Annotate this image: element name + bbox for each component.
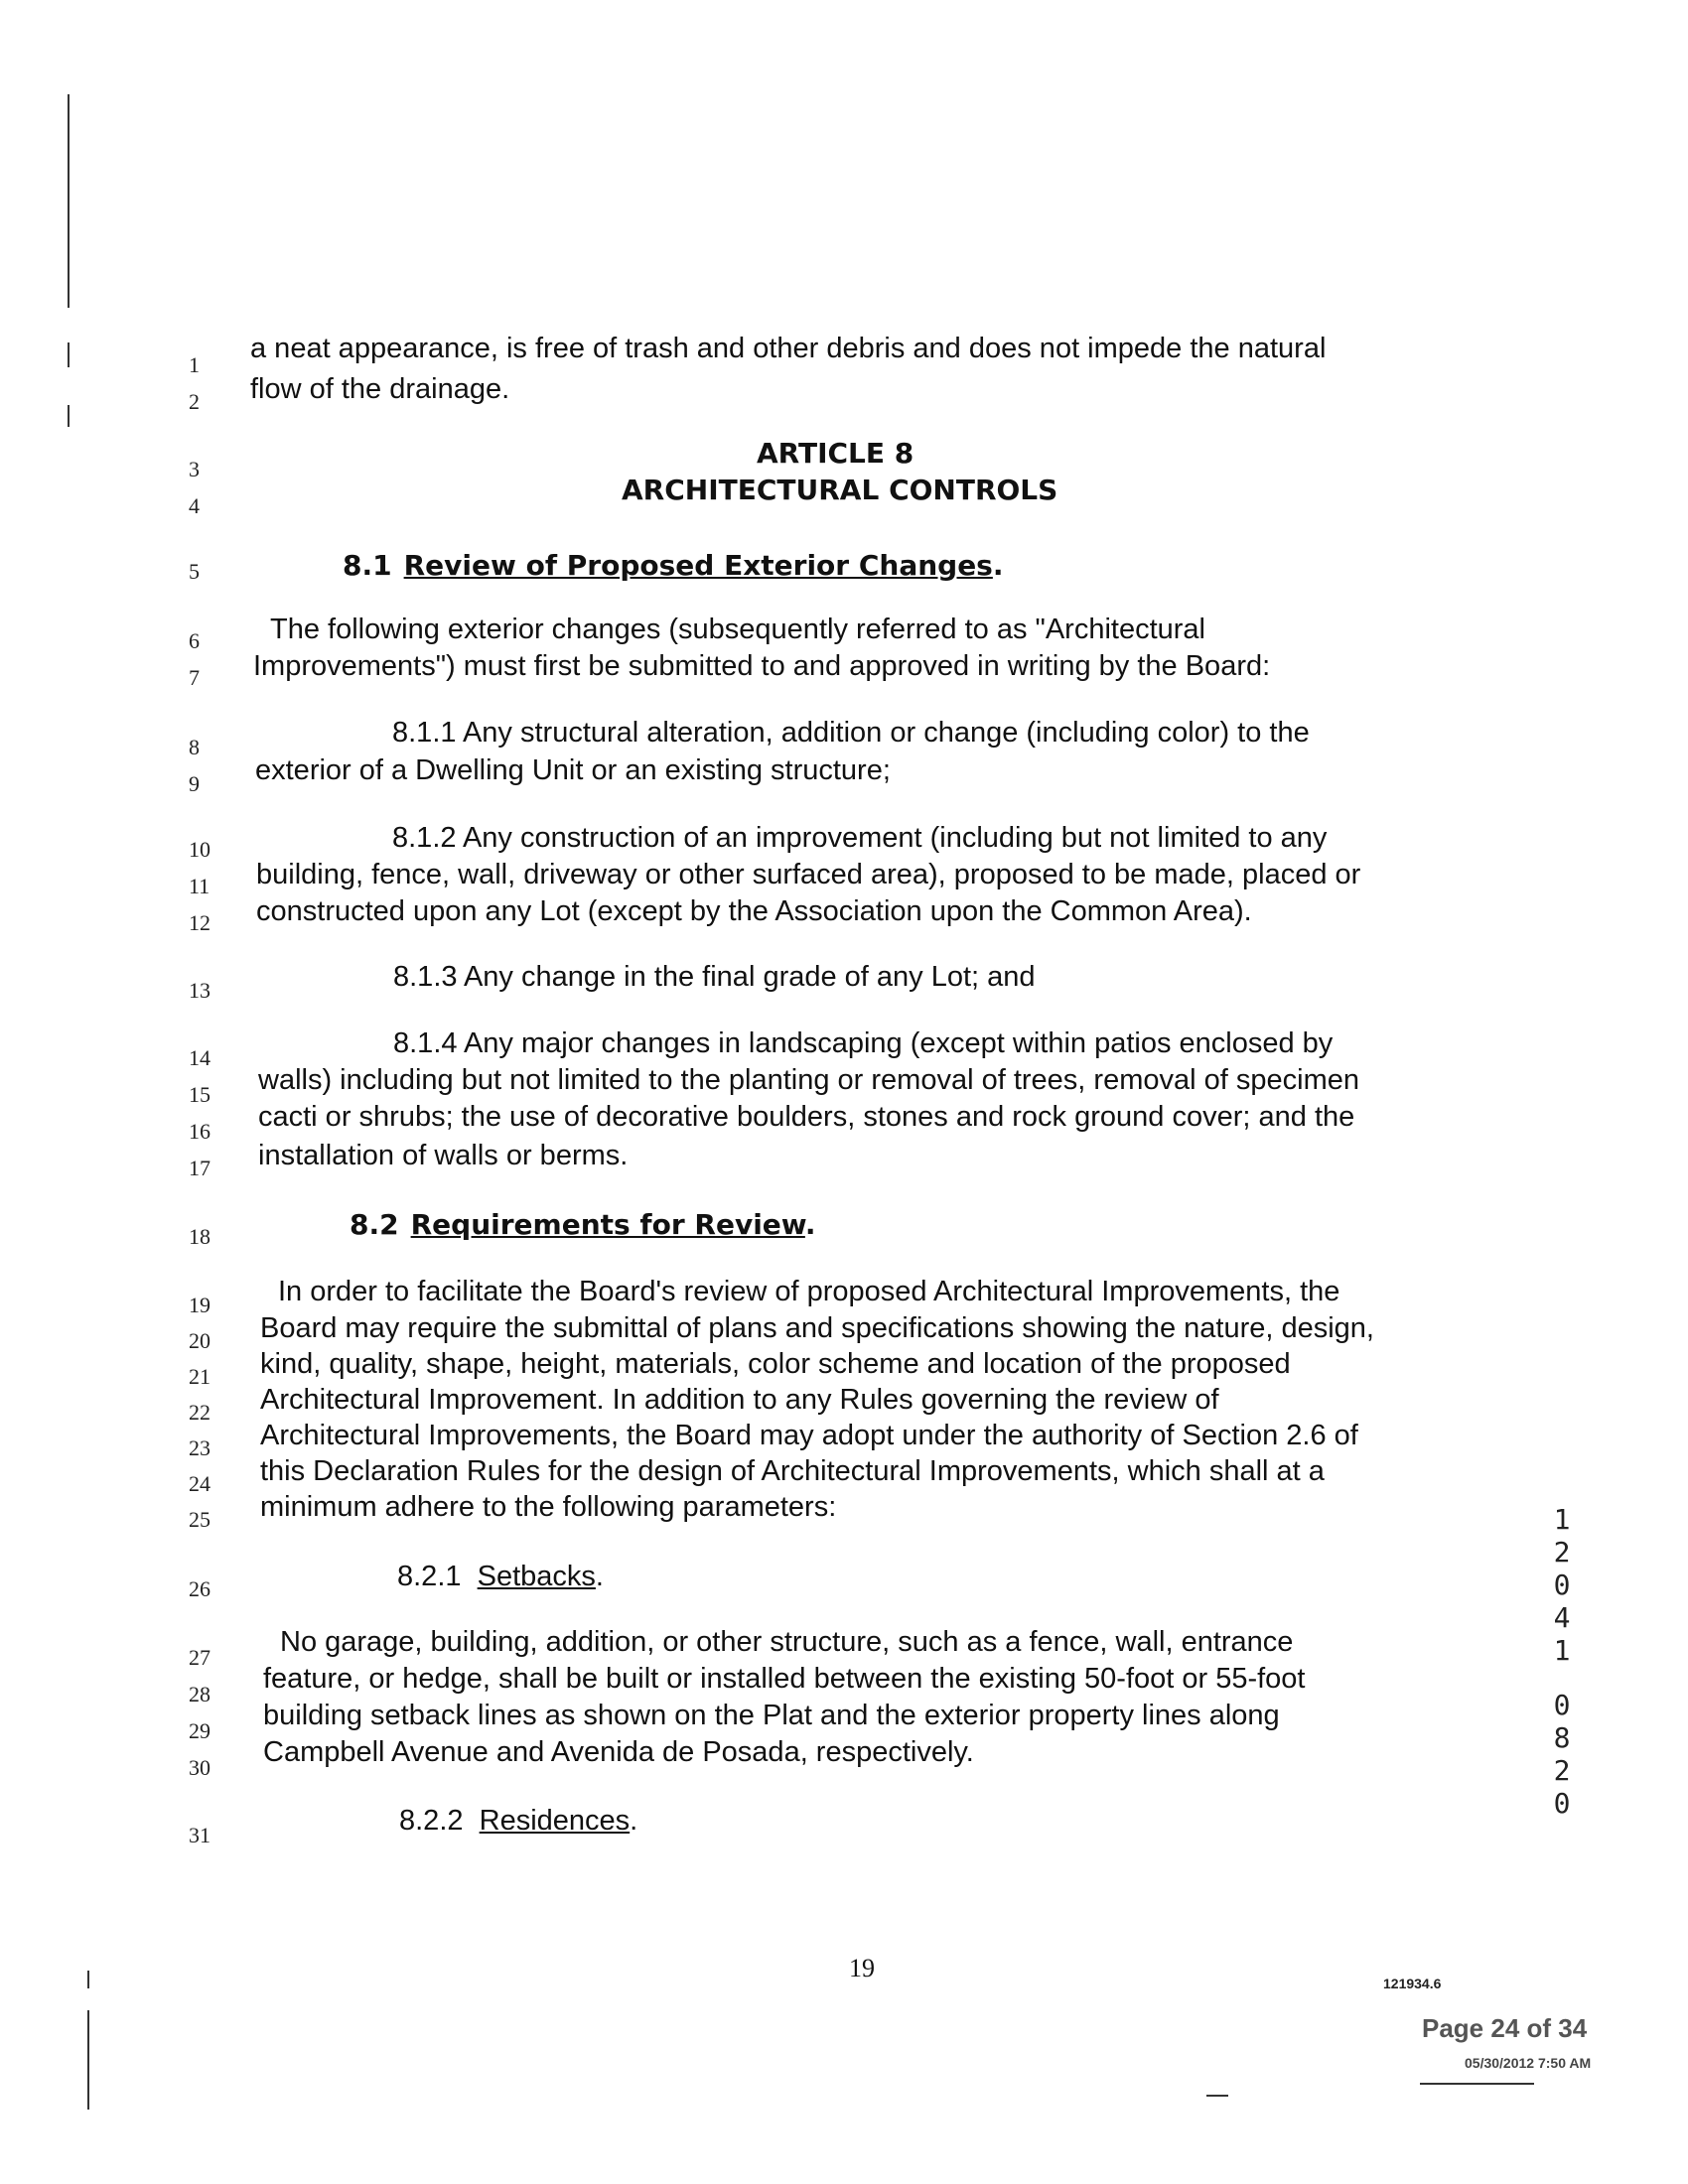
line-number: 16: [189, 1119, 211, 1144]
page-of-count: Page 24 of 34: [1422, 2013, 1588, 2043]
body-line: Architectural Improvements, the Board may adopt under the authority of Section 2.6 of: [260, 1420, 1358, 1451]
line-number: 20: [189, 1328, 211, 1353]
body-line: exterior of a Dwelling Unit or an existing structure;: [255, 754, 891, 786]
body-line: Architectural Improvement. In addition to any Rules governing the review of: [260, 1384, 1219, 1416]
body-line: kind, quality, shape, height, materials, color scheme and location of the proposed: [260, 1348, 1291, 1380]
section-title: Requirements for Review: [410, 1208, 805, 1241]
line-number: 24: [189, 1471, 211, 1496]
body-line: minimum adhere to the following parameters:: [260, 1491, 837, 1523]
body-line: cacti or shrubs; the use of decorative boulders, stones and rock ground cover; and the: [258, 1101, 1355, 1133]
recording-stamp-digit: 0: [1553, 1569, 1571, 1601]
body-line: installation of walls or berms.: [258, 1140, 629, 1171]
body-line: walls) including but not limited to the planting or removal of trees, removal of specimen: [258, 1064, 1359, 1096]
recording-stamp-digit: 0: [1553, 1787, 1571, 1820]
section-number: 8.1: [343, 549, 392, 582]
body-line: feature, or hedge, shall be built or installed between the existing 50-foot or 55-foot: [263, 1663, 1306, 1695]
body-line: Improvements") must first be submitted to and approved in writing by the Board:: [253, 650, 1271, 682]
line-number: 23: [189, 1435, 211, 1460]
recording-stamp-digit: 8: [1553, 1721, 1571, 1754]
line-number: 5: [189, 559, 200, 584]
subsection-heading: [399, 1805, 637, 1838]
body-line: Campbell Avenue and Avenida de Posada, respectively.: [263, 1736, 974, 1768]
section-title: Review of Proposed Exterior Changes: [403, 549, 993, 582]
subsection-title: Residences: [479, 1805, 631, 1837]
line-number: 25: [189, 1507, 211, 1532]
page-number: 19: [849, 1954, 875, 1982]
body-line: Board may require the submittal of plans and specifications showing the nature, design,: [260, 1312, 1374, 1344]
line-number: 26: [189, 1576, 211, 1601]
line-number: 31: [189, 1823, 211, 1847]
line-number: 18: [189, 1224, 211, 1249]
subsection-punct: .: [630, 1805, 638, 1837]
line-number: 1: [189, 352, 200, 377]
body-line: In order to facilitate the Board's review of proposed Architectural Improvements, the: [278, 1276, 1340, 1307]
line-number: 28: [189, 1682, 211, 1706]
line-number: 30: [189, 1755, 211, 1780]
subsection-number: 8.2.1: [397, 1561, 462, 1592]
line-number: 2: [189, 389, 200, 414]
margin-rule: [68, 342, 70, 367]
body-line: 8.1.4 Any major changes in landscaping (except within patios enclosed by: [393, 1027, 1334, 1059]
line-number: 13: [189, 978, 211, 1003]
section-punct: .: [992, 549, 1004, 582]
line-number: 6: [189, 628, 200, 653]
recording-stamp-digit: 0: [1553, 1689, 1571, 1721]
recording-stamp-digit: 4: [1553, 1601, 1571, 1634]
section-number: 8.2: [350, 1208, 399, 1241]
line-number: 17: [189, 1156, 211, 1180]
line-number: 21: [189, 1364, 211, 1389]
margin-rule: [87, 2010, 89, 2110]
recording-stamp-digit: 2: [1553, 1754, 1571, 1787]
line-number: 19: [189, 1293, 211, 1317]
subsection-punct: .: [595, 1561, 604, 1592]
margin-rule: [68, 94, 70, 308]
line-number: 27: [189, 1645, 211, 1670]
subsection-heading: [397, 1561, 604, 1593]
line-number: 29: [189, 1718, 211, 1743]
line-number: 7: [189, 665, 200, 690]
body-line: this Declaration Rules for the design of Architectural Improvements, which shall at a: [260, 1455, 1325, 1487]
line-number: 3: [189, 457, 200, 481]
recording-stamp-digit: 1: [1553, 1503, 1571, 1536]
section-heading: [343, 549, 1004, 582]
article-title: ARCHITECTURAL CONTROLS: [622, 474, 1058, 506]
section-heading: [350, 1208, 816, 1241]
line-number: 8: [189, 735, 200, 759]
recording-stamp-digit: 1: [1553, 1634, 1571, 1667]
line-number: 12: [189, 910, 211, 935]
section-punct: .: [804, 1208, 816, 1241]
article-number: ARTICLE 8: [757, 437, 914, 470]
body-line: a neat appearance, is free of trash and other debris and does not impede the natural: [250, 333, 1327, 364]
subsection-number: 8.2.2: [399, 1805, 464, 1837]
recording-stamp-digit: 2: [1553, 1536, 1571, 1569]
line-number: 14: [189, 1045, 211, 1070]
body-line: constructed upon any Lot (except by the Association upon the Common Area).: [256, 895, 1252, 927]
body-line: The following exterior changes (subsequently referred to as "Architectural: [270, 614, 1205, 645]
body-line: 8.1.3 Any change in the final grade of any Lot; and: [393, 961, 1036, 993]
footer-rule: [1420, 2083, 1534, 2085]
document-id: 121934.6: [1383, 1976, 1442, 1991]
footer-mark: [1206, 2095, 1228, 2097]
body-line: No garage, building, addition, or other structure, such as a fence, wall, entrance: [280, 1626, 1294, 1658]
stamp-date: 05/30/2012 7:50 AM: [1465, 2055, 1592, 2071]
body-line: flow of the drainage.: [250, 373, 510, 405]
line-number: 10: [189, 837, 211, 862]
line-number: 9: [189, 771, 200, 796]
margin-rule: [68, 405, 70, 427]
margin-rule: [87, 1971, 89, 1988]
line-number: 15: [189, 1082, 211, 1107]
line-number: 4: [189, 493, 200, 518]
line-number: 22: [189, 1400, 211, 1425]
body-line: 8.1.1 Any structural alteration, addition or change (including color) to the: [392, 717, 1310, 749]
body-line: 8.1.2 Any construction of an improvement (including but not limited to any: [392, 822, 1328, 854]
body-line: building, fence, wall, driveway or other surfaced area), proposed to be made, placed or: [256, 859, 1361, 890]
body-line: building setback lines as shown on the Plat and the exterior property lines along: [263, 1700, 1280, 1731]
line-number: 11: [189, 874, 211, 898]
subsection-title: Setbacks: [477, 1561, 596, 1592]
